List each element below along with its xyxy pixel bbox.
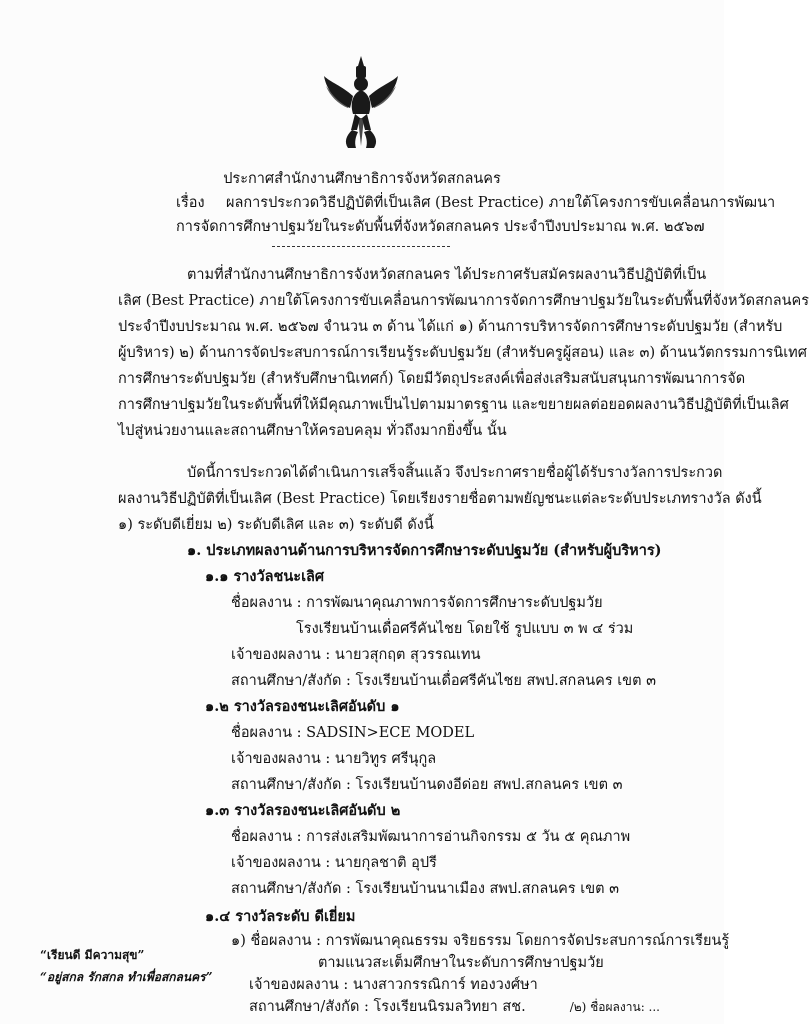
para1-line: ประจำปีงบประมาณ พ.ศ. ๒๕๖๗ จำนวน ๓ ด้าน ได้แก่ ๑) ด้านการบริหารจัดการศึกษาระดับปฐมวัย (สำหรับ [118, 319, 783, 335]
award-1-4-owner: เจ้าของผลงาน : นางสาวกรรณิการ์ ทองวงศ์ษา [249, 977, 538, 993]
award-1-1-owner: เจ้าของผลงาน : นายวสุกฤต สุวรรณเทน [231, 647, 481, 663]
subject-label: เรื่อง [176, 195, 205, 211]
separator-rule [272, 246, 450, 247]
para1-line: ผู้บริหาร) ๒) ด้านการจัดประสบการณ์การเรียนรู้ระดับปฐมวัย (สำหรับครูผู้สอน) และ ๓) ด้านนวัตกรรมการนิเทศ [118, 345, 807, 361]
award-1-3-school: สถานศึกษา/สังกัด : โรงเรียนบ้านนาเมือง สพป.สกลนคร เขต ๓ [231, 881, 620, 897]
footer-motto-1: “เรียนดี มีความสุข” [40, 948, 145, 962]
para1-line: เลิศ (Best Practice) ภายใต้โครงการขับเคลื่อนการพัฒนาการจัดการศึกษาปฐมวัยในระดับพื้นที่จังหวัดสกลนคร [118, 293, 809, 309]
para2-line: ๑) ระดับดีเยี่ยม ๒) ระดับดีเลิศ และ ๓) ระดับดี ดังนี้ [118, 517, 434, 533]
award-1-1-title: ๑.๑ รางวัลชนะเลิศ [205, 568, 325, 585]
award-1-4-work-cont: ตามแนวสะเต็มศึกษาในระดับการศึกษาปฐมวัย [318, 955, 604, 971]
award-1-3-title: ๑.๓ รางวัลรองชนะเลิศอันดับ ๒ [205, 802, 401, 819]
award-1-3-owner: เจ้าของผลงาน : นายกุลชาติ อุปรี [231, 855, 437, 871]
subject-line-2: การจัดการศึกษาปฐมวัยในระดับพื้นที่จังหวัดสกลนคร ประจำปีงบประมาณ พ.ศ. ๒๕๖๗ [176, 219, 705, 235]
para1-line: ตามที่สำนักงานศึกษาธิการจังหวัดสกลนคร ได้ประกาศรับสมัครผลงานวิธีปฏิบัติที่เป็น [187, 267, 707, 283]
award-1-2-title: ๑.๒ รางวัลรองชนะเลิศอันดับ ๑ [205, 698, 400, 715]
award-1-1-work: ชื่อผลงาน : การพัฒนาคุณภาพการจัดการศึกษาระดับปฐมวัย [231, 595, 603, 611]
para2-line: บัดนี้การประกวดได้ดำเนินการเสร็จสิ้นแล้ว จึงประกาศรายชื่อผู้ได้รับรางวัลการประกวด [187, 465, 723, 481]
announcement-title: ประกาศสำนักงานศึกษาธิการจังหวัดสกลนคร [223, 171, 501, 187]
para1-line: การศึกษาระดับปฐมวัย (สำหรับศึกษานิเทศก์) โดยมีวัตถุประสงค์เพื่อส่งเสริมสนับสนุนการพัฒนาการจัด [118, 371, 746, 387]
award-1-2-owner: เจ้าของผลงาน : นายวิทูร ศรีนุกูล [231, 751, 437, 767]
award-1-4-work: ๑) ชื่อผลงาน : การพัฒนาคุณธรรม จริยธรรม โดยการจัดประสบการณ์การเรียนรู้ [231, 933, 730, 949]
award-1-2-school: สถานศึกษา/สังกัด : โรงเรียนบ้านดงอีด่อย สพป.สกลนคร เขต ๓ [231, 777, 623, 793]
award-1-3-work: ชื่อผลงาน : การส่งเสริมพัฒนาการอ่านกิจกรรม ๕ วัน ๕ คุณภาพ [231, 829, 631, 845]
award-1-1-work-cont: โรงเรียนบ้านเดื่อศรีคันไชย โดยใช้ รูปแบบ ๓ พ ๔ ร่วม [296, 621, 634, 637]
award-1-2-work: ชื่อผลงาน : SADSIN>ECE MODEL [231, 725, 475, 741]
para1-line: ไปสู่หน่วยงานและสถานศึกษาให้ครอบคลุม ทั่วถึงมากยิ่งขึ้น นั้น [118, 423, 507, 439]
footer-motto-2: “อยู่สกล รักสกล ทำเพื่อสกลนคร” [40, 970, 213, 984]
subject-line-1: ผลการประกวดวิธีปฏิบัติที่เป็นเลิศ (Best Practice) ภายใต้โครงการขับเคลื่อนการพัฒนา [226, 195, 776, 211]
award-1-1-school: สถานศึกษา/สังกัด : โรงเรียนบ้านเดื่อศรีคันไชย สพป.สกลนคร เขต ๓ [231, 673, 657, 689]
para2-line: ผลงานวิธีปฏิบัติที่เป็นเลิศ (Best Practice) โดยเรียงรายชื่อตามพยัญชนะแต่ละระดับประเภทรางวัล ดังนี้ [118, 491, 762, 507]
award-1-4-school: สถานศึกษา/สังกัด : โรงเรียนนิรมลวิทยา สช. [249, 999, 526, 1015]
continued-marker: /๒) ชื่อผลงาน: ... [569, 1000, 660, 1014]
section-1-title: ๑. ประเภทผลงานด้านการบริหารจัดการศึกษาระดับปฐมวัย (สำหรับผู้บริหาร) [187, 542, 662, 559]
para1-line: การศึกษาปฐมวัยในระดับพื้นที่ให้มีคุณภาพเป็นไปตามมาตรฐาน และขยายผลต่อยอดผลงานวิธีปฏิบัติที่เป็นเลิศ [118, 397, 789, 413]
garuda-emblem-icon [322, 56, 400, 152]
award-1-4-title: ๑.๔ รางวัลระดับ ดีเยี่ยม [205, 908, 356, 925]
